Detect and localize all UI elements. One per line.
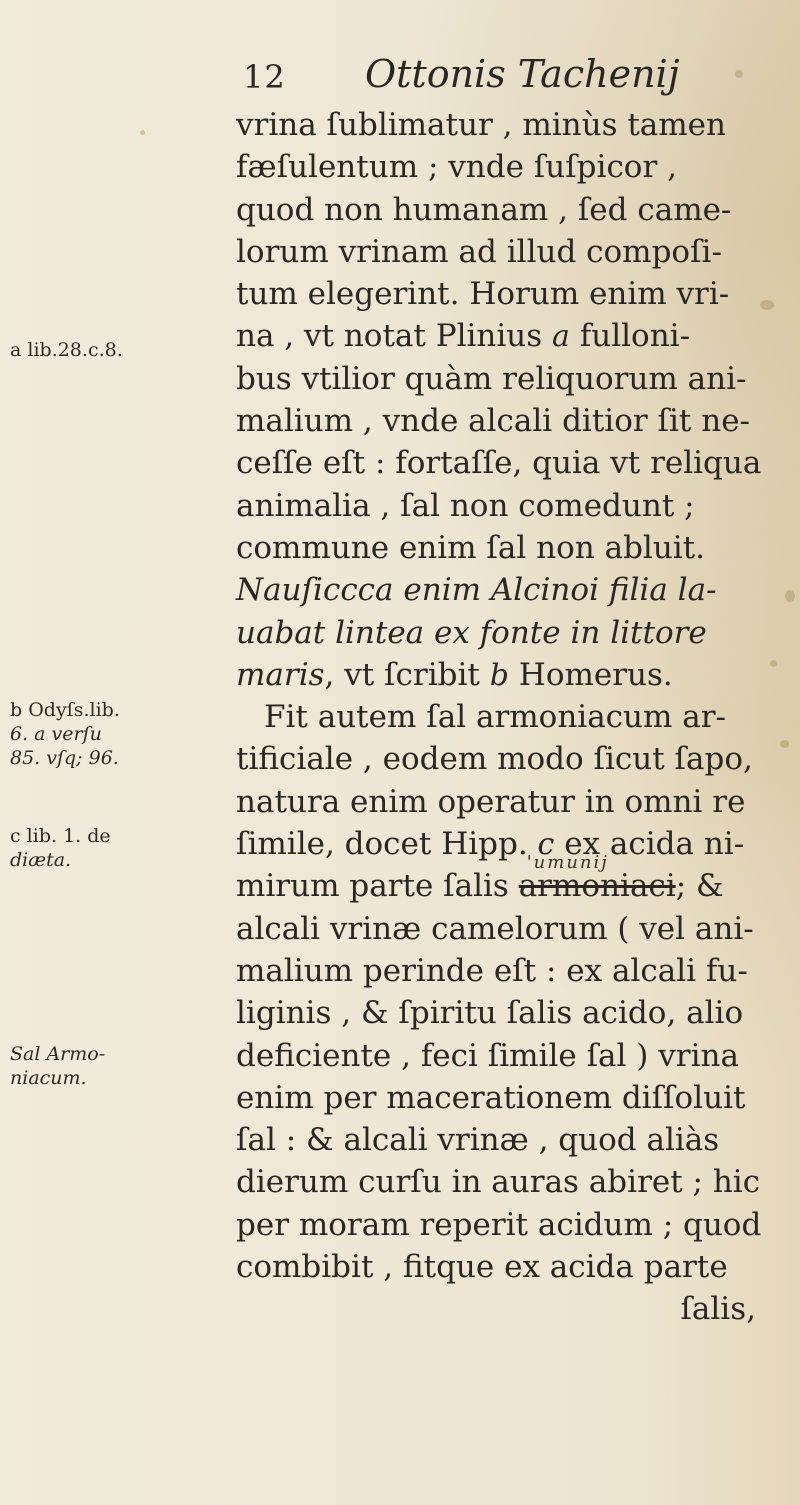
text-segment: Homerus. [518, 656, 673, 693]
text-segment: , vt ſcribit [324, 656, 480, 693]
text-line: malium perinde eſt : ex alcali fu- [236, 952, 748, 989]
text-segment: mirum parte ſalis [236, 868, 509, 905]
margin-note-c [10, 824, 225, 872]
margin-note-line: 6. a verſu [10, 723, 102, 745]
text-line: natura enim operatur in omni re [236, 783, 746, 820]
margin-note-a [10, 338, 225, 362]
text-line: combibit , fitque ex acida parte [236, 1249, 728, 1286]
text-line: deficiente , feci ſimile ſal ) vrina [236, 1037, 739, 1074]
text-line: ſal : & alcali vrinæ , quod aliàs [236, 1122, 720, 1159]
margin-note-line: b Odyſs.lib. [10, 699, 120, 721]
text-line: enim per macerationem diſſoluit [236, 1079, 746, 1116]
foxing-spot [140, 130, 145, 135]
running-title: Ottonis Tachenij [365, 52, 680, 96]
footnote-ref: c [537, 827, 555, 863]
text-line: uabat lintea ex fonte in littore [236, 614, 707, 651]
interlinear-correction: 'umunij [526, 852, 609, 874]
text-line: dierum curſu in auras abiret ; hic [236, 1164, 761, 1201]
margin-note-b [10, 698, 225, 770]
text-line: lorum vrinam ad illud compoſi- [236, 233, 722, 270]
text-segment: ; & [675, 868, 724, 905]
struck-word [518, 852, 676, 905]
text-line: Nauſiccca enim Alcinoi filia la- [236, 572, 717, 609]
text-line: malium , vnde alcali ditior ſit ne- [236, 403, 751, 440]
text-line: per moram reperit acidum ; quod [236, 1206, 762, 1243]
footnote-ref: a [552, 319, 570, 355]
margin-note-line: c lib. 1. de [10, 825, 111, 847]
foxing-spot [735, 70, 743, 78]
margin-note-line: 85. vſq; 96. [10, 747, 119, 769]
foxing-spot [780, 740, 789, 748]
text-line: liginis , & ſpiritu ſalis acido, alio [236, 995, 744, 1032]
text-line: alcali vrinæ camelorum ( vel ani- [236, 910, 754, 947]
text-line: vrina ſublimatur , minùs tamen [236, 107, 726, 143]
text-segment: armoniaci [518, 868, 676, 905]
margin-note-line: diæta. [10, 849, 72, 871]
text-segment: fulloni- [579, 318, 691, 355]
margin-note-line: a lib.28.c.8. [10, 339, 123, 361]
text-segment: ex acida ni- [564, 826, 745, 863]
foxing-spot [785, 590, 795, 602]
text-line: animalia , ſal non comedunt ; [236, 487, 695, 524]
text-line: quod non humanam , ſed came- [236, 191, 732, 228]
margin-note-line: niacum. [10, 1067, 87, 1089]
text-line [236, 654, 776, 696]
text-line [236, 315, 776, 357]
margin-note-sal-armoniacum [10, 1042, 225, 1090]
text-line: commune enim ſal non abluit. [236, 529, 706, 566]
margin-note-line: Sal Armo- [10, 1043, 106, 1065]
text-line: bus vtilior quàm reliquorum ani- [236, 360, 747, 397]
text-line: ceſſe eſt : fortaſſe, quia vt reliqua [236, 445, 762, 482]
text-line: ſalis, [680, 1291, 756, 1328]
text-line: tificiale , eodem modo ſicut ſapo, [236, 741, 753, 778]
text-line [236, 852, 776, 907]
text-segment: maris [236, 656, 325, 693]
text-segment: ſimile, docet Hipp. [236, 826, 528, 863]
text-line: fæſulentum ; vnde ſuſpicor , [236, 149, 677, 186]
text-segment: na , vt notat Plinius [236, 318, 543, 355]
footnote-ref: b [489, 657, 509, 693]
main-text-block [236, 104, 776, 1331]
page-number: 12 [243, 58, 286, 96]
text-line: Fit autem ſal armoniacum ar- [264, 699, 727, 736]
text-line: tum elegerint. Horum enim vri- [236, 276, 730, 313]
text-line [236, 823, 776, 865]
